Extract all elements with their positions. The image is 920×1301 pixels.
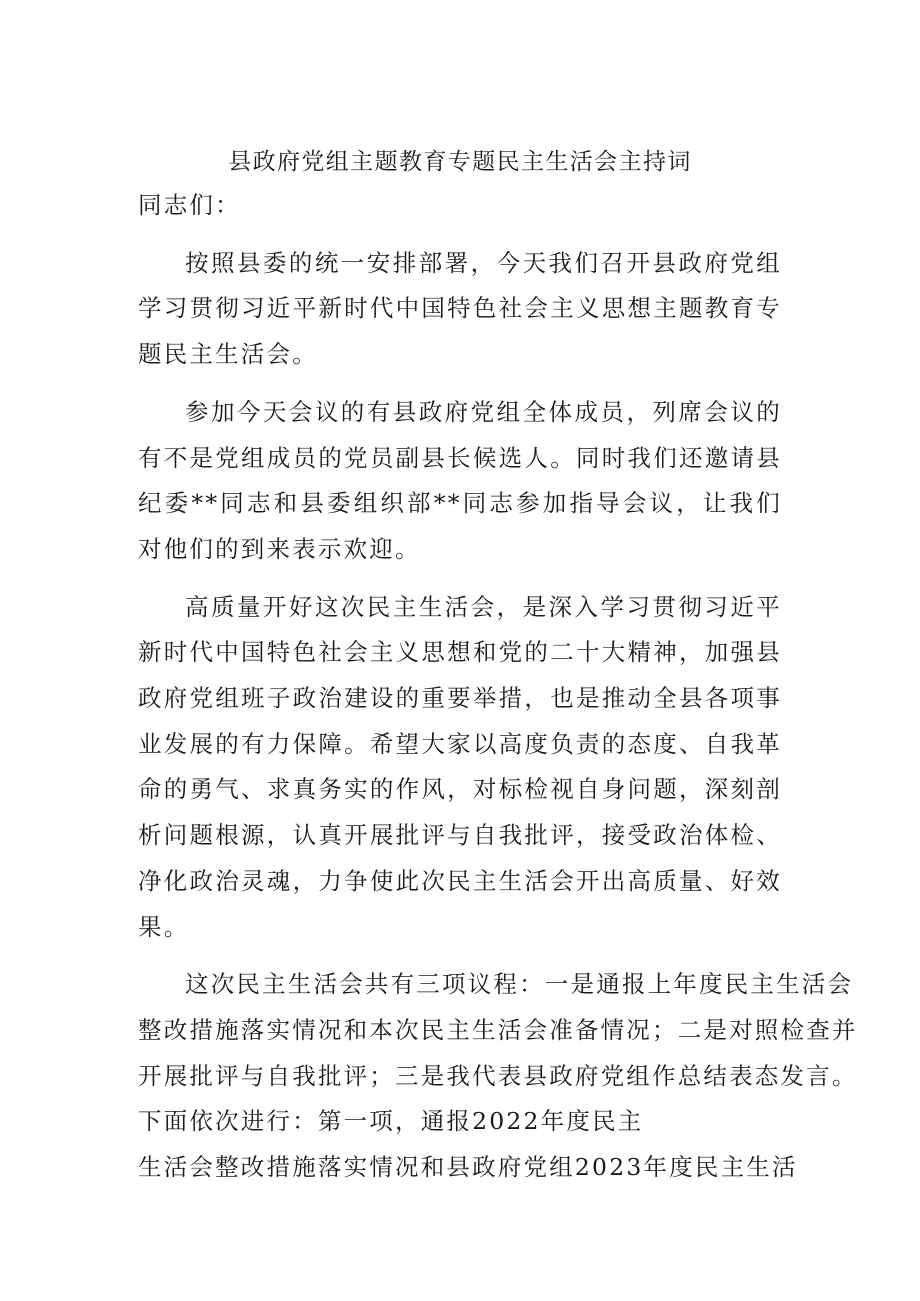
agenda-line: 开展批评与自我批评；三是我代表县政府党组作总结表态发言。 bbox=[138, 1061, 858, 1090]
paragraph-opening: 按照县委的统一安排部署，今天我们召开县政府党组学习贯彻习近平新时代中国特色社会主义思想主题教育专题民主生活会。 bbox=[138, 248, 782, 369]
agenda-line: 这次民主生活会共有三项议程：一是通报上年度民主生活会 bbox=[185, 970, 854, 999]
document-title: 县政府党组主题教育专题民主生活会主持词 bbox=[228, 149, 692, 175]
agenda-line: 生活会整改措施落实情况和县政府党组2023年度民主生活 bbox=[138, 1153, 798, 1182]
paragraph-significance: 高质量开好这次民主生活会，是深入学习贯彻习近平新时代中国特色社会主义思想和党的二十大精神，加强县政府党组班子政治建设的重要举措，也是推动全县各项事业发展的有力保障。希望大家以高度负责的态度、自我革命的勇气、求真务实的作风，对标检视自身问题，深刻剖析问题根源，认真开展批评与自我批评，接受政治体检、净化政治灵魂，力争使此次民主生活会开出高质量、好效果。 bbox=[138, 592, 782, 941]
paragraph-attendees: 参加今天会议的有县政府党组全体成员，列席会议的有不是党组成员的党员副县长候选人。同时我们还邀请县纪委**同志和县委组织部**同志参加指导会议，让我们对他们的到来表示欢迎。 bbox=[138, 397, 782, 563]
agenda-line: 整改措施落实情况和本次民主生活会准备情况；二是对照检查并 bbox=[138, 1015, 858, 1044]
salutation: 同志们： bbox=[138, 191, 241, 219]
document-body bbox=[138, 183, 858, 1191]
paragraph-agenda bbox=[138, 962, 858, 1191]
agenda-line: 下面依次进行：第一项，通报2022年度民主 bbox=[138, 1107, 644, 1136]
